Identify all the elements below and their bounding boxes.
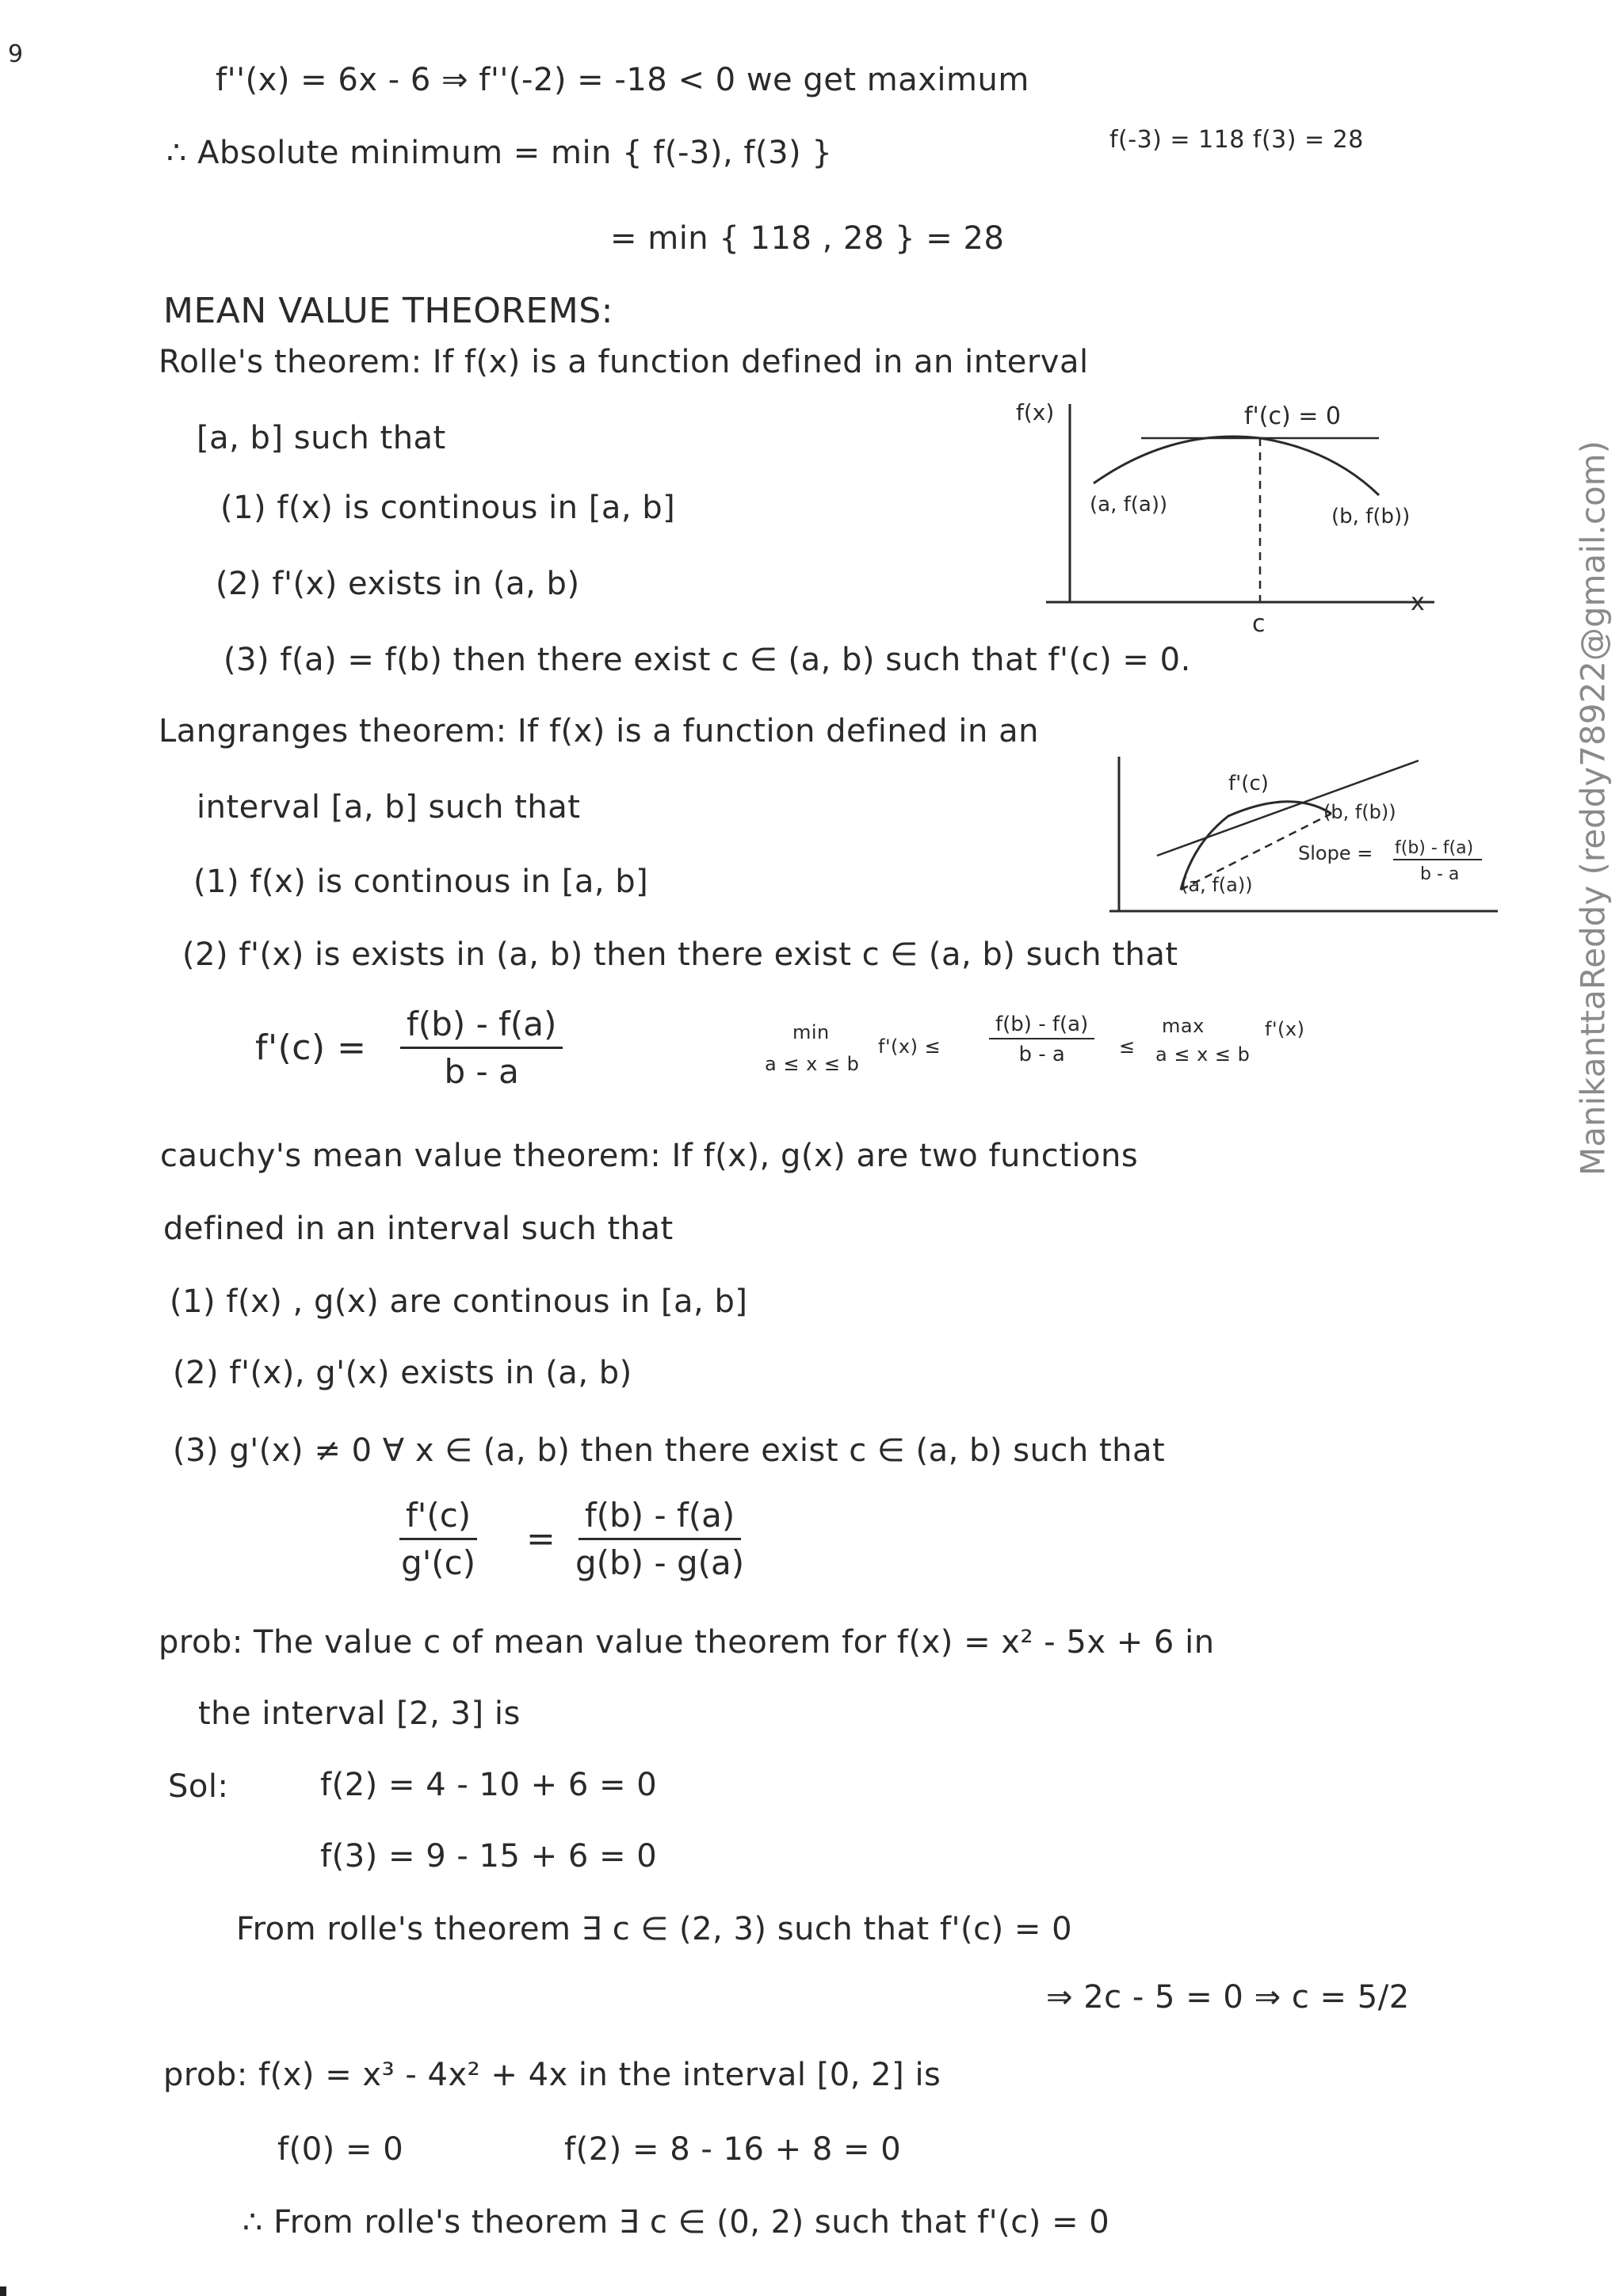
rolle-graph-curve [1094, 437, 1379, 495]
lagrange-condition-1: (1) f(x) is continous in [a, b] [193, 864, 649, 900]
lagrange-graph-slope-numerator: f(b) - f(a) [1395, 838, 1474, 858]
lagrange-theorem-statement: Langranges theorem: If f(x) is a function defined in an [158, 713, 1039, 749]
rolle-condition-2: (2) f'(x) exists in (a, b) [216, 566, 580, 602]
cauchy-theorem-statement: cauchy's mean value theorem: If f(x), g(x) are two functions [160, 1138, 1139, 1174]
lagrange-bound-max: max [1162, 1015, 1205, 1037]
edge-mark [0, 2286, 6, 2296]
problem1-step4: ⇒ 2c - 5 = 0 ⇒ c = 5/2 [1046, 1979, 1410, 2016]
cauchy-equals: = [526, 1519, 556, 1559]
lagrange-graph-slope-label: Slope = [1298, 842, 1373, 864]
cauchy-condition-3: (3) g'(x) ≠ 0 ∀ x ∈ (a, b) then there exist c ∈ (a, b) such that [173, 1432, 1166, 1469]
lagrange-formula-denominator: b - a [444, 1052, 519, 1091]
problem1-sol-label: Sol: [168, 1768, 229, 1805]
lagrange-formula-lhs: f'(c) = [255, 1028, 367, 1068]
section-title: MEAN VALUE THEOREMS: [163, 291, 613, 331]
lagrange-condition-2: (2) f'(x) is exists in (a, b) then there exist c ∈ (a, b) such that [182, 936, 1178, 973]
cauchy-condition-2: (2) f'(x), g'(x) exists in (a, b) [173, 1355, 632, 1391]
lagrange-bound-numerator: f(b) - f(a) [989, 1013, 1094, 1039]
second-derivative-line: f''(x) = 6x - 6 ⇒ f''(-2) = -18 < 0 we get maximum [216, 62, 1029, 98]
lagrange-interval: interval [a, b] such that [197, 789, 581, 826]
cauchy-rhs-denominator: g(b) - g(a) [575, 1543, 745, 1582]
problem2-step2: f(2) = 8 - 16 + 8 = 0 [564, 2131, 902, 2168]
cauchy-lhs-denominator: g'(c) [401, 1543, 476, 1582]
problem1-step3: From rolle's theorem ∃ c ∈ (2, 3) such that f'(c) = 0 [236, 1911, 1073, 1947]
problem1-statement: prob: The value c of mean value theorem for f(x) = x² - 5x + 6 in [158, 1624, 1215, 1661]
lagrange-bound-fraction [989, 1013, 1094, 1066]
page-number: 9 [8, 40, 24, 68]
rolle-graph-x-label: x [1411, 589, 1425, 616]
lagrange-graph-left-point: (a, f(a)) [1181, 874, 1253, 896]
cauchy-rhs-fraction [575, 1496, 744, 1582]
problem2-step1: f(0) = 0 [277, 2131, 404, 2168]
cauchy-rhs-numerator: f(b) - f(a) [579, 1496, 741, 1540]
problem1-interval: the interval [2, 3] is [198, 1695, 521, 1732]
lagrange-bound-denominator: b - a [1018, 1043, 1065, 1066]
rolle-graph-left-point: (a, f(a)) [1090, 493, 1168, 517]
problem2-step3: ∴ From rolle's theorem ∃ c ∈ (0, 2) such that f'(c) = 0 [242, 2204, 1110, 2241]
problem1-step2: f(3) = 9 - 15 + 6 = 0 [320, 1838, 658, 1875]
lagrange-graph-slope-denominator: b - a [1420, 864, 1460, 884]
problem2-statement: prob: f(x) = x³ - 4x² + 4x in the interval [0, 2] is [163, 2057, 941, 2093]
rolle-graph-c-label: c [1252, 610, 1266, 638]
cauchy-condition-1: (1) f(x) , g(x) are continous in [a, b] [170, 1283, 748, 1320]
cauchy-lhs-fraction [399, 1496, 477, 1582]
absolute-min-values: f(-3) = 118 f(3) = 28 [1109, 126, 1364, 154]
rolle-theorem-statement: Rolle's theorem: If f(x) is a function defined in an interval [158, 344, 1089, 380]
lagrange-bound-end: f'(x) [1265, 1018, 1305, 1040]
lagrange-bound-min: min [792, 1021, 830, 1043]
email-watermark: ManikanttaReddy (reddy78922@gmail.com) [1573, 441, 1613, 1176]
rolle-interval: [a, b] such that [197, 420, 446, 456]
lagrange-formula-fraction [400, 1005, 563, 1091]
cauchy-lhs-numerator: f'(c) [399, 1496, 477, 1540]
rolle-graph [1016, 399, 1442, 638]
rolle-condition-1: (1) f(x) is continous in [a, b] [220, 490, 676, 526]
lagrange-bound-mid1: f'(x) ≤ [878, 1035, 941, 1058]
problem1-step1: f(2) = 4 - 10 + 6 = 0 [320, 1767, 658, 1803]
cauchy-interval: defined in an interval such that [163, 1211, 674, 1247]
lagrange-graph-tangent-label: f'(c) [1228, 772, 1269, 795]
lagrange-graph-right-point: (b, f(b)) [1323, 801, 1396, 823]
rolle-graph-right-point: (b, f(b)) [1331, 505, 1411, 528]
rolle-graph-y-label: f(x) [1016, 399, 1055, 425]
rolle-condition-3: (3) f(a) = f(b) then there exist c ∈ (a, b) such that f'(c) = 0. [223, 642, 1191, 678]
lagrange-bound-mid2: ≤ [1119, 1035, 1136, 1058]
absolute-min-line: ∴ Absolute minimum = min { f(-3), f(3) } [166, 135, 833, 171]
absolute-min-result: = min { 118 , 28 } = 28 [610, 220, 1005, 257]
lagrange-bound-min-range: a ≤ x ≤ b [765, 1053, 860, 1075]
rolle-graph-tangent-label: f'(c) = 0 [1244, 402, 1342, 430]
lagrange-bound-max-range: a ≤ x ≤ b [1155, 1043, 1251, 1066]
lagrange-formula-numerator: f(b) - f(a) [400, 1005, 563, 1049]
lagrange-graph [1109, 757, 1506, 939]
